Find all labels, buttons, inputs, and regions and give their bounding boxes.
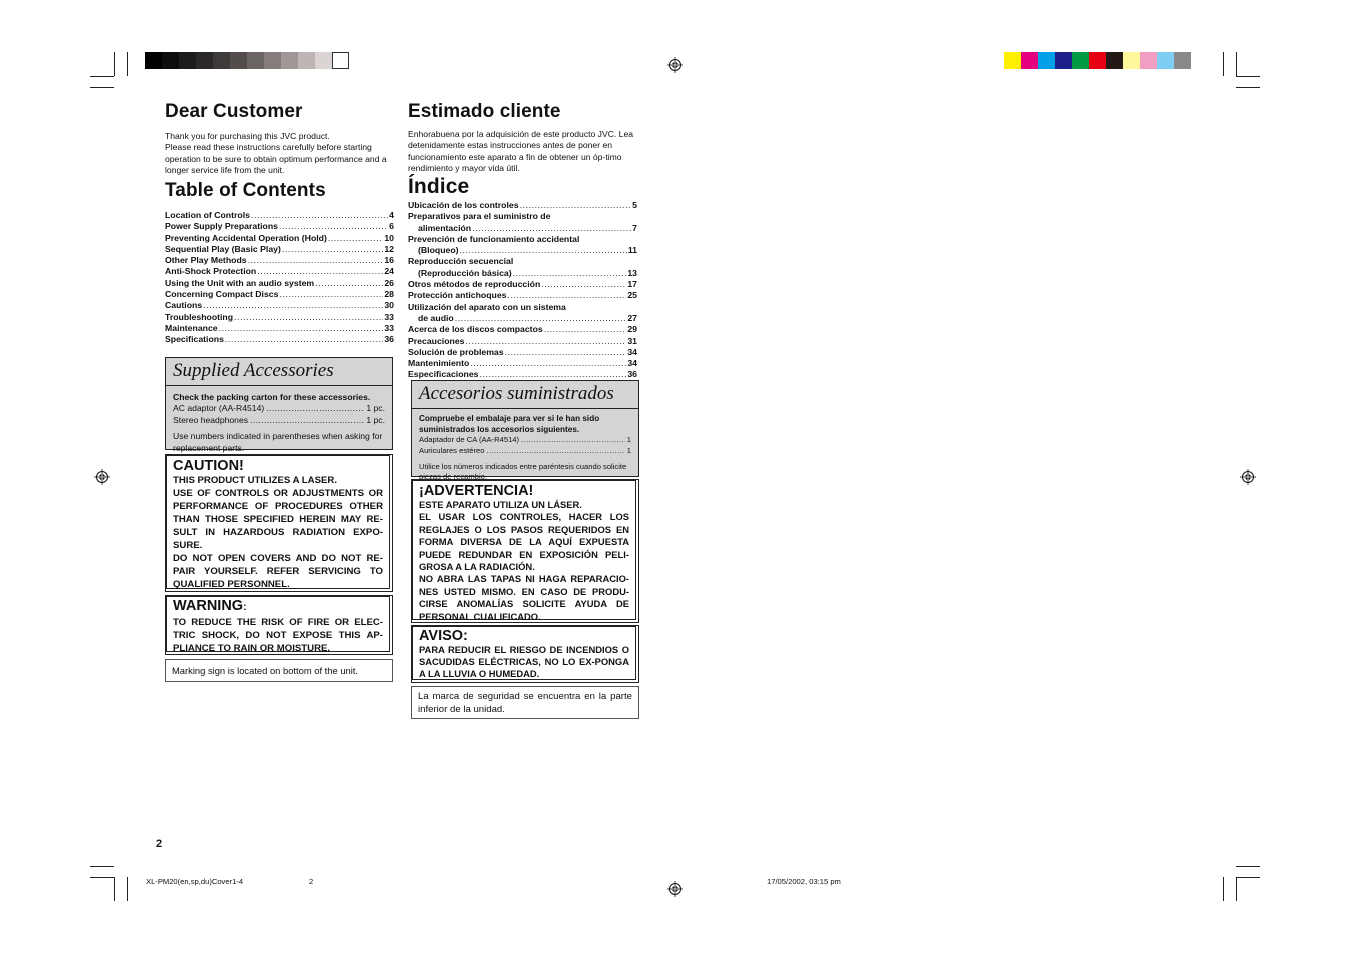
crop-mark	[127, 877, 128, 901]
toc-entry-page: 16	[384, 255, 394, 266]
toc-entry-title: Especificaciones	[408, 369, 479, 380]
warning-title-text: WARNING	[173, 598, 244, 614]
toc-leader	[455, 313, 627, 324]
advertencia-box	[411, 479, 639, 623]
crop-mark	[1223, 877, 1224, 901]
toc-entry	[408, 211, 637, 222]
color-swatch	[179, 52, 196, 69]
toc-entry-title: Using the Unit with an audio system	[165, 277, 315, 288]
toc-entry	[408, 200, 637, 211]
toc-leader	[315, 278, 383, 289]
toc-entry-title: de audio	[418, 312, 454, 323]
toc-entry-title: Anti-Shock Protection	[165, 266, 257, 277]
toc-entry	[165, 312, 394, 323]
toc-entry-page: 4	[389, 210, 394, 220]
toc-leader	[466, 336, 627, 347]
color-swatch	[1021, 52, 1038, 69]
accessory-name: Auriculares estéreo	[419, 445, 485, 455]
toc-entry-title: Maintenance	[165, 322, 218, 333]
toc-entry-page: 25	[627, 290, 637, 301]
toc-leader	[520, 200, 632, 211]
toc-heading: Table of Contents	[165, 180, 326, 201]
toc-leader	[234, 312, 383, 323]
accessory-qty: 1	[626, 435, 631, 444]
toc-entry-title: Ubicación de los controles	[408, 200, 519, 210]
warning-title	[167, 597, 389, 616]
color-swatch	[162, 52, 179, 69]
color-swatch	[1123, 52, 1140, 69]
accessory-leader	[266, 403, 364, 414]
toc-leader	[544, 324, 627, 335]
accesorios-suministrados-box	[411, 380, 639, 482]
accessory-leader	[486, 446, 624, 457]
accessories-note: Use numbers indicated in parentheses when asking for replacement parts.	[173, 431, 383, 453]
color-swatch	[1089, 52, 1106, 69]
estimado-cliente-heading: Estimado cliente	[408, 101, 561, 122]
caution-line: EL USAR LOS CONTROLES, HACER LOS REGLAJES O LOS PASOS REQUERIDOS EN FORMA DIVERSA DE LA AQUÍ EXPUESTA PUEDE REDUNDAR EN EXPOSICIÓN PELI-GROSA A LA RADIACIÓN.	[419, 511, 629, 573]
toc-leader	[225, 334, 383, 345]
accessories-body	[412, 409, 638, 488]
toc-entry-title: (Reproducción básica)	[418, 267, 512, 278]
color-swatch	[1106, 52, 1123, 69]
toc-entry-page: 31	[627, 335, 637, 346]
toc-entry-title: Concerning Compact Discs	[165, 289, 279, 300]
toc-entry	[165, 334, 394, 345]
color-swatch	[1157, 52, 1174, 69]
warning-box	[165, 595, 393, 655]
toc-entry-page: 26	[384, 277, 394, 288]
color-swatch	[281, 52, 298, 69]
color-swatch	[264, 52, 281, 69]
intro-line: Please read these instructions carefully before starting operation to be sure to obtain optimum performance and a longer service life from the unit.	[165, 142, 387, 176]
color-swatch	[247, 52, 264, 69]
color-swatch	[315, 52, 332, 69]
toc-entry	[408, 324, 637, 335]
accessories-title: Accesorios suministrados	[412, 381, 638, 409]
toc-leader	[279, 289, 383, 300]
accessory-leader	[250, 415, 364, 426]
toc-entry	[165, 255, 394, 266]
crop-mark	[1223, 52, 1224, 76]
toc-entry-page: 12	[384, 243, 394, 254]
accessories-body	[166, 386, 392, 459]
table-of-contents	[165, 210, 394, 346]
color-swatch	[332, 52, 349, 69]
toc-entry-page: 34	[627, 346, 637, 357]
intro-text	[165, 131, 395, 177]
accessory-qty: 1 pc.	[366, 414, 385, 425]
accessory-name: Adaptador de CA (AA-R4514)	[419, 435, 520, 444]
toc-leader	[203, 300, 383, 311]
toc-entry	[165, 244, 394, 255]
color-swatch	[1004, 52, 1021, 69]
accessories-title: Supplied Accessories	[166, 358, 392, 386]
toc-entry-page: 7	[632, 222, 637, 233]
accessories-check: Check the packing carton for these accessories.	[173, 392, 371, 402]
toc-entry-title: Otros métodos de reproducción	[408, 279, 541, 290]
toc-entry-title: Other Play Methods	[165, 255, 247, 266]
color-calibration-strip	[1004, 52, 1191, 69]
toc-leader	[282, 244, 383, 255]
color-swatch	[298, 52, 315, 69]
toc-entry	[408, 245, 637, 256]
toc-entry-page: 5	[632, 200, 637, 210]
footer-filename: XL-PM20(en,sp,du)Cover1-4	[146, 877, 244, 886]
caution-box	[165, 454, 393, 592]
warning-title: AVISO:	[419, 628, 468, 644]
supplied-accessories-box	[165, 357, 393, 453]
accessories-check: Compruebe el embalaje para ver si le han sido suministrados los accesorios siguientes.	[419, 414, 600, 434]
toc-entry-title: Specifications	[165, 334, 224, 345]
accessories-note: Utilice los números indicados entre paréntesis cuando solicite piezas de recambio.	[419, 461, 627, 482]
accessory-leader	[521, 435, 625, 446]
table-of-contents-es	[408, 200, 637, 381]
toc-entry-title: Preventing Accidental Operation (Hold)	[165, 232, 327, 243]
warning-text: PARA REDUCIR EL RIESGO DE INCENDIOS O SACUDIDAS ELÉCTRICAS, NO LO EX-PONGA A LA LLUVIA O HUMEDAD.	[419, 644, 629, 679]
caution-line: THIS PRODUCT UTILIZES A LASER.	[173, 475, 337, 486]
toc-leader	[470, 358, 626, 369]
accessory-name: AC adaptor (AA-R4514)	[173, 403, 265, 414]
toc-entry-title: Acerca de los discos compactos	[408, 324, 543, 335]
color-swatch	[1055, 52, 1072, 69]
marking-sign-text: La marca de seguridad se encuentra en la parte inferior de la unidad.	[418, 691, 632, 715]
toc-entry-title: Sequential Play (Basic Play)	[165, 243, 281, 254]
toc-entry-title: Solución de problemas	[408, 346, 504, 357]
toc-entry	[165, 323, 394, 334]
toc-entry	[408, 347, 637, 358]
toc-entry	[408, 256, 637, 267]
toc-entry	[408, 302, 637, 313]
toc-entry-page: 27	[627, 312, 637, 323]
color-swatch	[230, 52, 247, 69]
accessory-item	[173, 403, 385, 414]
color-swatch	[1072, 52, 1089, 69]
toc-entry	[165, 221, 394, 232]
crop-mark	[90, 87, 114, 88]
registration-mark-icon	[667, 881, 683, 897]
color-swatch	[213, 52, 230, 69]
warning-text: TO REDUCE THE RISK OF FIRE OR ELEC-TRIC SHOCK, DO NOT EXPOSE THIS AP-PLIANCE TO RAIN OR MOISTURE.	[173, 617, 383, 654]
crop-mark	[114, 877, 115, 901]
toc-entry-page: 10	[384, 232, 394, 243]
color-swatch	[1174, 52, 1191, 69]
toc-entry-page: 36	[384, 334, 394, 345]
crop-mark	[1236, 877, 1260, 878]
accessory-item	[419, 435, 631, 446]
toc-entry-page: 36	[627, 369, 637, 380]
color-swatch	[196, 52, 213, 69]
toc-leader	[472, 223, 631, 234]
toc-leader	[251, 210, 388, 221]
accessory-qty: 1	[626, 445, 631, 455]
crop-mark	[90, 877, 114, 878]
toc-entry	[408, 313, 637, 324]
toc-entry-page: 33	[384, 322, 394, 333]
toc-entry	[408, 358, 637, 369]
toc-entry-title: Prevención de funcionamiento accidental	[408, 233, 580, 244]
caution-line: USE OF CONTROLS OR ADJUSTMENTS OR PERFORMANCE OF PROCEDURES OTHER THAN THOSE SPECIFIED HEREIN MAY RE-SULT IN HAZARDOUS RADIATION EXPO-SURE.	[173, 488, 383, 551]
marking-sign-text: Marking sign is located on bottom of the unit.	[172, 665, 359, 676]
toc-entry-page: 13	[627, 267, 637, 278]
marking-sign-box	[165, 659, 393, 682]
toc-entry	[165, 210, 394, 221]
accessory-name: Stereo headphones	[173, 414, 249, 425]
crop-mark	[114, 52, 115, 76]
toc-entry-title: alimentación	[418, 222, 472, 233]
toc-entry	[165, 300, 394, 311]
toc-entry-page: 17	[627, 279, 637, 290]
toc-entry	[165, 289, 394, 300]
toc-entry-page: 34	[627, 358, 637, 369]
toc-entry	[408, 290, 637, 301]
toc-entry	[408, 234, 637, 245]
toc-entry	[408, 268, 637, 279]
toc-leader	[219, 323, 384, 334]
toc-entry	[408, 279, 637, 290]
toc-entry	[408, 336, 637, 347]
toc-entry	[165, 278, 394, 289]
toc-leader	[505, 347, 627, 358]
toc-entry-page: 29	[627, 324, 637, 335]
page-number: 2	[156, 838, 163, 850]
toc-entry-page: 6	[389, 221, 394, 232]
intro-line: Thank you for purchasing this JVC product.	[165, 131, 330, 141]
toc-entry-title: Power Supply Preparations	[165, 221, 278, 232]
footer-page: 2	[309, 877, 314, 886]
toc-entry-title: Protección antichoques	[408, 290, 507, 301]
toc-leader	[257, 266, 383, 277]
intro-text-es	[408, 129, 638, 175]
toc-leader	[541, 279, 626, 290]
accessory-item	[419, 446, 631, 457]
toc-entry-title: Troubleshooting	[165, 311, 234, 322]
caution-line: NO ABRA LAS TAPAS NI HAGA REPARACIO-NES USTED MISMO. EN CASO DE PRODU-CIRSE ANOMALÍAS SOLICITE AYUDA DE PERSONAL CUALIFICADO.	[419, 573, 629, 622]
toc-entry-title: Cautions	[165, 300, 203, 311]
color-swatch	[1038, 52, 1055, 69]
toc-entry-title: Utilización del aparato con un sistema	[408, 301, 566, 312]
crop-mark	[127, 52, 128, 76]
crop-mark	[1236, 87, 1260, 88]
toc-entry-page: 11	[627, 245, 637, 256]
warning-colon: :	[243, 602, 247, 613]
dear-customer-heading: Dear Customer	[165, 101, 303, 122]
registration-mark-icon	[667, 57, 683, 73]
toc-entry-title: Mantenimiento	[408, 358, 470, 369]
caution-title: CAUTION!	[173, 458, 244, 474]
toc-entry-page: 24	[384, 266, 394, 277]
color-swatch	[145, 52, 162, 69]
toc-entry	[408, 223, 637, 234]
toc-entry-page: 28	[384, 289, 394, 300]
toc-leader	[507, 290, 626, 301]
crop-mark	[1236, 52, 1237, 76]
toc-leader	[328, 233, 383, 244]
toc-entry-page: 30	[384, 300, 394, 311]
caution-line: ESTE APARATO UTILIZA UN LÁSER.	[419, 499, 582, 510]
toc-entry	[165, 266, 394, 277]
toc-entry-page: 33	[384, 311, 394, 322]
indice-heading: Índice	[408, 175, 470, 198]
accessory-qty: 1 pc.	[366, 403, 385, 414]
crop-mark	[90, 76, 114, 77]
accessory-item	[173, 415, 385, 426]
crop-mark	[90, 866, 114, 867]
aviso-box	[411, 625, 639, 683]
toc-entry	[165, 233, 394, 244]
crop-mark	[1236, 76, 1260, 77]
marking-sign-box	[411, 686, 639, 719]
toc-entry-title: Preparativos para el suministro de	[408, 211, 551, 222]
caution-title: ¡ADVERTENCIA!	[419, 483, 534, 499]
toc-entry-title: Location of Controls	[165, 210, 250, 220]
footer-timestamp: 17/05/2002, 03:15 pm	[767, 877, 841, 886]
toc-leader	[248, 255, 384, 266]
toc-entry-title: Precauciones	[408, 335, 465, 346]
caution-line: DO NOT OPEN COVERS AND DO NOT RE-PAIR YOURSELF. REFER SERVICING TO QUALIFIED PERSONNEL.	[173, 553, 383, 590]
registration-mark-icon	[94, 469, 110, 485]
toc-leader	[279, 221, 388, 232]
color-swatch	[1140, 52, 1157, 69]
toc-leader	[460, 245, 627, 256]
toc-leader	[513, 268, 627, 279]
crop-mark	[1236, 866, 1260, 867]
registration-mark-icon	[1240, 469, 1256, 485]
gray-calibration-strip	[145, 52, 349, 69]
intro-line: Enhorabuena por la adquisición de este producto JVC. Lea detenidamente estas instrucciones antes de poner en funcionamiento este aparato a fin de obtener un óp-timo rendimiento y mayor vida útil.	[408, 129, 634, 174]
crop-mark	[1236, 877, 1237, 901]
toc-entry-title: (Bloqueo)	[418, 245, 459, 256]
toc-entry-title: Reproducción secuencial	[408, 256, 514, 267]
